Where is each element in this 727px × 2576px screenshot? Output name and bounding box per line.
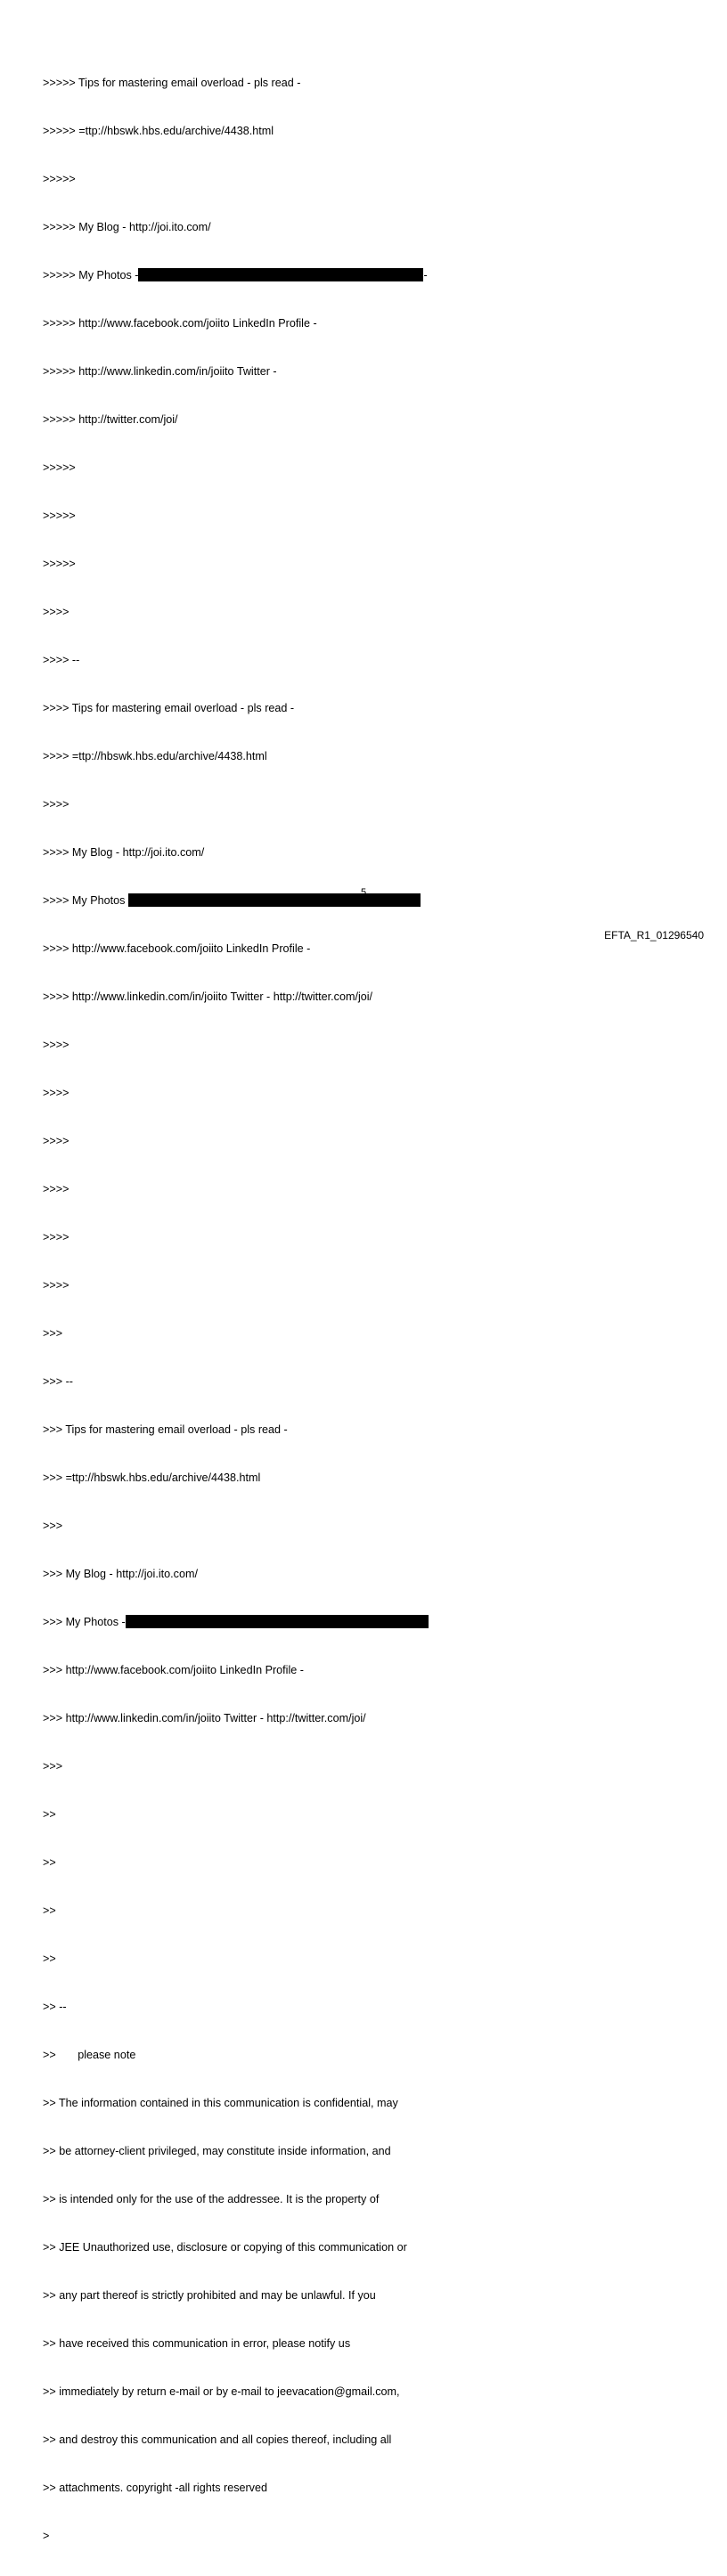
quoted-line: >>>>: [43, 1087, 69, 1099]
quoted-line: >>>>> My Blog - http://joi.ito.com/: [43, 221, 211, 233]
quoted-line: >>>>: [43, 1183, 69, 1195]
quoted-line: >>: [43, 1952, 56, 1965]
quoted-line: >>>> --: [43, 654, 80, 666]
quoted-line: >>>>>: [43, 173, 76, 185]
disclaimer-line: >> be attorney-client privileged, may constitute inside information, and: [43, 2145, 391, 2157]
quoted-line: >>>> My Blog - http://joi.ito.com/: [43, 846, 205, 859]
quoted-line: >>>>> http://www.linkedin.com/in/joiito Twitter -: [43, 365, 277, 378]
quoted-line: >>: [43, 1904, 56, 1917]
disclaimer-line: >> JEE Unauthorized use, disclosure or copying of this communication or: [43, 2241, 407, 2254]
quoted-line: >>>> =ttp://hbswk.hbs.edu/archive/4438.html: [43, 750, 267, 762]
quoted-line: >>>: [43, 1327, 63, 1340]
quoted-line: >>> http://www.facebook.com/joiito LinkedIn Profile -: [43, 1664, 304, 1676]
quoted-line: >>>>: [43, 1231, 69, 1243]
quoted-line: >>>: [43, 1760, 63, 1773]
redaction-block: [138, 268, 423, 281]
quoted-line: >>>>>: [43, 558, 76, 570]
bates-number: EFTA_R1_01296540: [604, 929, 704, 942]
quoted-line: >>>>> http://twitter.com/joi/: [43, 413, 178, 426]
quoted-line-photos: [43, 1614, 684, 1630]
quoted-line: >> --: [43, 2001, 67, 2013]
quoted-line: >>>>: [43, 1135, 69, 1147]
quoted-line: >>>>: [43, 1039, 69, 1051]
disclaimer-line: >> attachments. copyright -all rights reserved: [43, 2482, 267, 2494]
quoted-line: >>> Tips for mastering email overload - pls read -: [43, 1423, 288, 1436]
quoted-line: >: [43, 2530, 50, 2542]
redaction-trailing-mark: -: [423, 269, 428, 281]
quoted-line: >>> =ttp://hbswk.hbs.edu/archive/4438.html: [43, 1471, 261, 1484]
quoted-line: >>: [43, 1856, 56, 1869]
disclaimer-heading: >> please note: [43, 2049, 136, 2061]
page-number: 5: [360, 887, 367, 898]
quoted-line: >>>>>: [43, 509, 76, 522]
disclaimer-line: >> is intended only for the use of the addressee. It is the property of: [43, 2193, 380, 2205]
quoted-line: >>>>: [43, 1279, 69, 1292]
disclaimer-line: >> and destroy this communication and all copies thereof, including all: [43, 2433, 392, 2446]
disclaimer-line: >> any part thereof is strictly prohibited and may be unlawful. If you: [43, 2289, 376, 2302]
quoted-line-photos: [43, 267, 684, 283]
email-body: [43, 43, 684, 2576]
redaction-block: [126, 1615, 429, 1628]
disclaimer-line: >> immediately by return e-mail or by e-mail to jeevacation@gmail.com,: [43, 2385, 400, 2398]
quoted-line: >>> http://www.linkedin.com/in/joiito Twitter - http://twitter.com/joi/: [43, 1712, 366, 1724]
disclaimer-line: >> have received this communication in error, please notify us: [43, 2337, 351, 2350]
quoted-line: >>>>> =ttp://hbswk.hbs.edu/archive/4438.html: [43, 125, 274, 137]
quoted-line-text: >>>> My Photos: [43, 894, 126, 907]
quoted-line: >>>>: [43, 798, 69, 811]
quoted-line: >>: [43, 1808, 56, 1821]
quoted-line: >>>>: [43, 606, 69, 618]
quoted-line-text: >>>>> My Photos -: [43, 269, 139, 281]
quoted-line: >>> My Blog - http://joi.ito.com/: [43, 1568, 198, 1580]
quoted-line: >>> --: [43, 1375, 73, 1388]
quoted-line: >>>>>: [43, 461, 76, 474]
disclaimer-line: >> The information contained in this communication is confidential, may: [43, 2097, 398, 2109]
quoted-line: >>>>> http://www.facebook.com/joiito LinkedIn Profile -: [43, 317, 317, 330]
quoted-line: >>>> Tips for mastering email overload - pls read -: [43, 702, 295, 714]
quoted-line: >>>> http://www.linkedin.com/in/joiito Twitter - http://twitter.com/joi/: [43, 990, 373, 1003]
quoted-line: >>>> http://www.facebook.com/joiito LinkedIn Profile -: [43, 942, 311, 955]
quoted-line-text: >>> My Photos -: [43, 1616, 126, 1628]
quoted-line: >>>>> Tips for mastering email overload - pls read -: [43, 77, 301, 89]
quoted-line: >>>: [43, 1520, 63, 1532]
